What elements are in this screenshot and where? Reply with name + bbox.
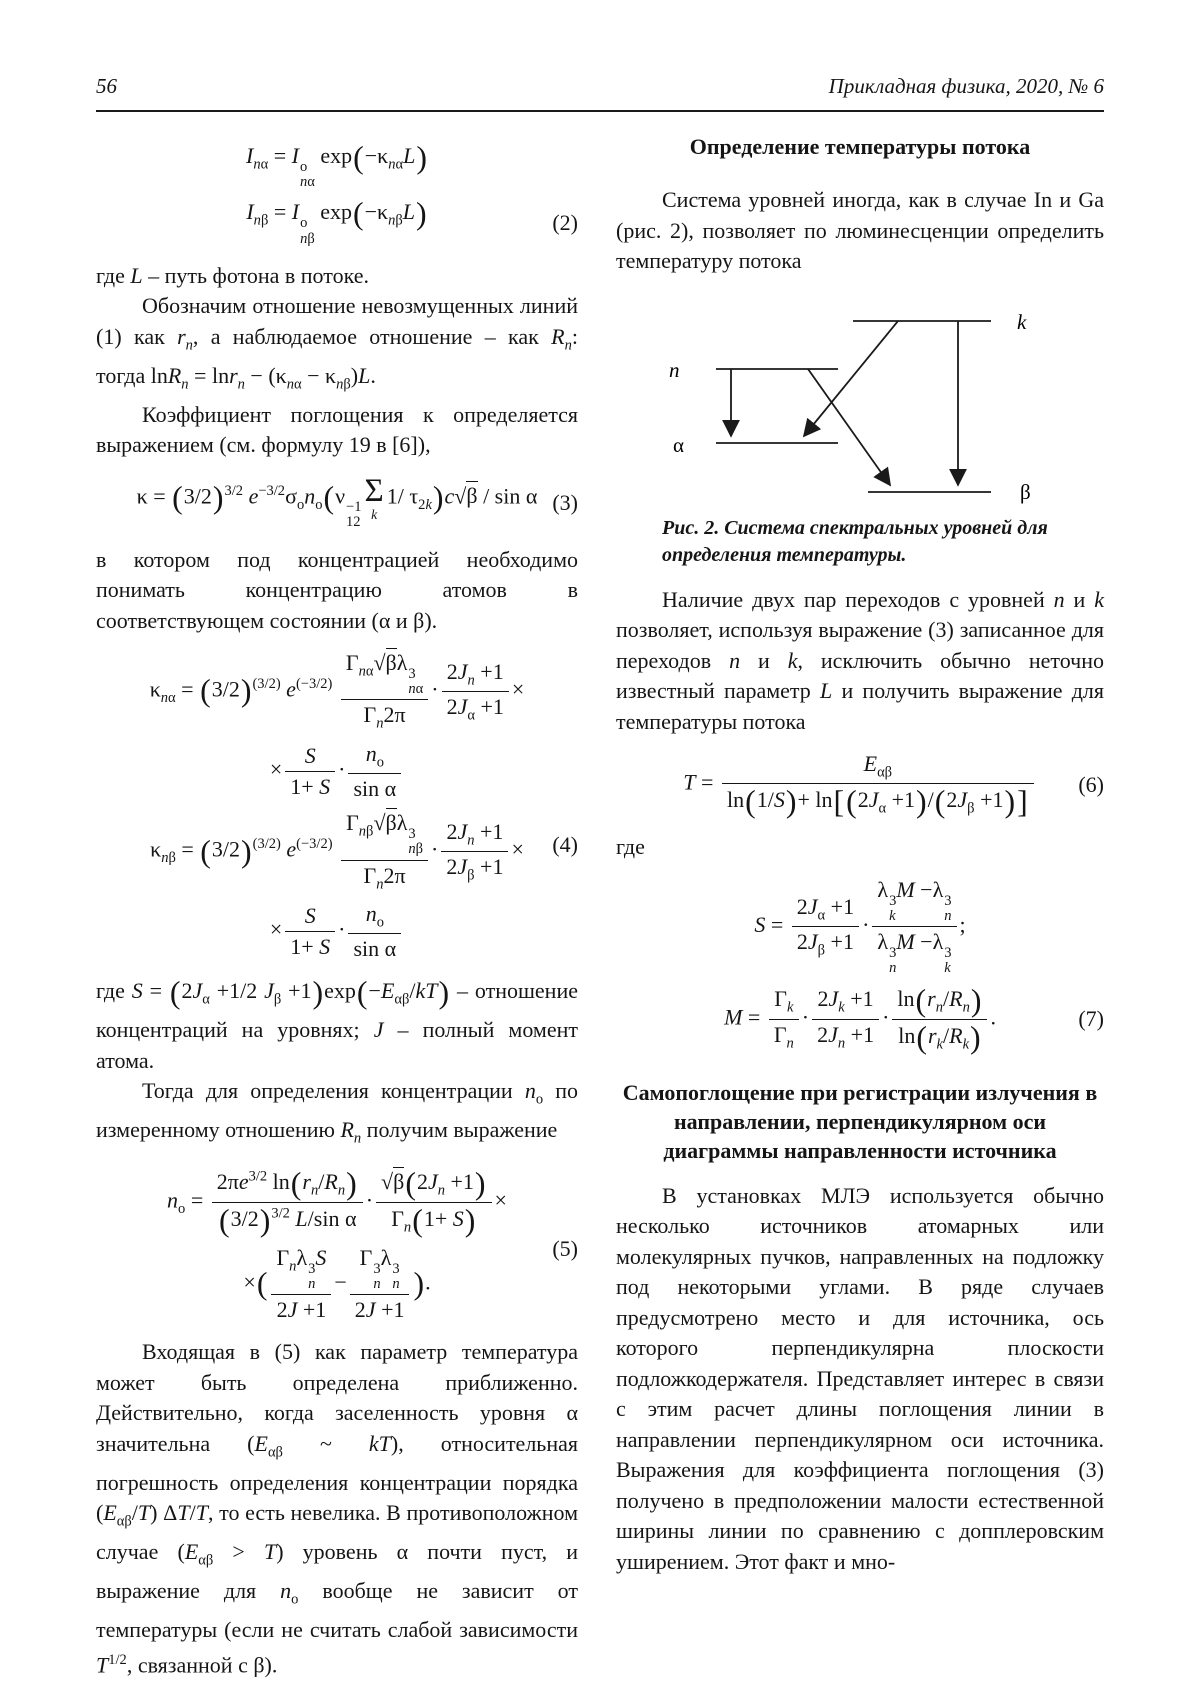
level-label-k: k [1017,309,1027,334]
paragraph-where-S: где $S = (2J_\alpha +1/2$ $J_\beta +1)\exp(-E_{\alpha\beta}/kT)$ – отношение концентраций на уровнях; J – полный момент атома. [96,975,578,1073]
paragraph-concentration-meaning: в котором под концентрацией необходимо понимать концентрацию атомов в соответствующем состоянии (α и β). [96,546,578,633]
equation-7 [616,873,1104,1058]
equation-2-line-2 [96,194,578,250]
equation-6-math: T = $E_{\alpha\beta}$ $\ln(1/S)+ \ln[(2J_\alpha +1)/(2J_\beta +1)]$ [683,751,1036,818]
journal-title: Прикладная физика, 2020, № 6 [828,74,1104,98]
paragraph-where-L: где L – путь фотона в потоке. [96,262,369,288]
equation-3 [96,471,578,535]
equation-4-line-3-math: $\kappa_{n\beta} = (3/2)^{(3/2)}$ $e^{(-3/2)}$ $\Gamma_{n\beta}√\beta\lambda$ 3 nβ $\Gamma_n2\pi$ · $\frac{2J_n +1}{2J_\beta +1}$ × [150,810,524,893]
equation-4-line-4-math: × $\frac{S}{1+ S}$ · $\frac{n_o}{\text{sin α}}$ [270,901,404,962]
paragraph-mbe-sources: В установках МЛЭ используется обычно несколько источников атомарных или молекулярных пучков, направленных на подложку под некоторыми углами. В ряде случаев предусмотрено место и для источника, ось которого перпендикулярна плоскости подложкодержателя. Представляет интерес в связи с этим расчет длины поглощения линии в направлении перпендикулярном оси источника. Выражения для коэффициента поглощения (3) получено в предположении малости естественной ширины линии по сравнению с допплеровским уширением. Этот факт и мно- [616,1182,1104,1574]
equation-3-math: $\kappa = (3/2)^{3/2}$ $e^{-3/2}\sigma_on_o(\nu$ −1 12 Σ k 1/ $\tau_{2k})c√\beta$ / sin α [136,472,538,531]
level-label-n: n [669,357,680,382]
paragraph-absorption-coefficient: Коэффициент поглощения к определяется выражением (см. формулу 19 в [6]), [96,401,578,458]
equation-2-line-1-math: $I_{n\alpha} = I$ o nα $\exp(-\kappa_{n\alpha}L)$ [246,140,427,191]
paragraph-denote-ratio: Обозначим отношение невозмущенных линий (1) как $r_n$, а наблюдаемое отношение – как $R_n$: тогда $\ln R_n = \ln r_n - (\kappa_{n\alpha} - \kappa_{n\beta})L$. [96,293,578,393]
paragraph-level-system: Система уровней иногда, как в случае In и Ga (рис. 2), позволяет по люминесценции определить температуру потока [616,187,1104,273]
paragraph-then-concentration: Тогда для определения концентрации $n_o$ по измеренному отношению $R_n$ получим выражение [96,1078,579,1147]
equation-2-line-1 [96,138,578,194]
two-column-layout [96,128,1104,1681]
equation-7-number: (7) [1078,1006,1105,1032]
page [96,74,1104,1681]
equation-5-number: (5) [552,1235,578,1261]
section-heading-flow-temperature: Определение температуры потока [689,134,1031,159]
transition-arrow-n-beta [808,369,890,485]
paragraph-two-pairs: Наличие двух пар переходов с уровней n и k позволяет, используя выражение (3) записанное для переходов n и k, исключить обычно неточно известный параметр L и получить выражение для температуры потока [616,586,1105,734]
equation-4-number: (4) [552,831,578,857]
paragraph-temperature-parameter: Входящая в (5) как параметр температура может быть определена приближенно. Действительно, когда заселенность уровня α значительна ($E_{\alpha\beta}$ ~ kT), относительная погрешность определения концентрации порядка $(E_{\alpha\beta}/T)$ ΔT/T, то есть невелика. В противоположном случае $(E_{\alpha\beta} > T)$ уровень α почти пуст, и выражение для $n_o$ вообще не зависит от температуры (если не считать слабой зависимости $T^{1/2}$, связанной с β). [96,1339,578,1678]
equation-4-line-1-math: $\kappa_{n\alpha} = (3/2)^{(3/2)}$ $e^{(-3/2)}$ $\Gamma_{n\alpha}√\beta\lambda$ 3 nα $\Gamma_n2\pi$ · $\frac{2J_n +1}{2J_\alpha +1}$ × [149,650,525,732]
equation-5-line-2-math: ×( $\Gamma_n\lambda$ 3 n S 2J +1 − Γ 3 n λ 3 n 2J +1 ). [243,1244,431,1323]
energy-level-diagram [641,285,1111,507]
equation-6-number: (6) [1078,771,1105,797]
equation-6 [616,747,1104,822]
paragraph-gde: где [616,834,645,860]
level-label-beta: β [1020,479,1031,504]
figure-2-caption: Рис. 2. Система спектральных уровней для определения температуры. [662,516,1048,566]
level-label-alpha: α [673,432,685,457]
equation-7-line-2-math: M = $\frac{\Gamma_k}{\Gamma_n}$ · $\frac{2J_k +1}{2J_n +1}$ · $\frac{\ln(r_n/R_n)}{\ln(r_k/R_k)}$ . [724,982,996,1055]
right-column [616,128,1104,1681]
equation-2-line-2-math: $I_{n\beta} = I$ o nβ $\exp(-\kappa_{n\beta}L)$ [246,196,427,247]
transition-arrow-k-alpha [804,321,898,436]
equation-2 [96,138,578,251]
page-number: 56 [96,74,117,98]
equation-4 [96,646,578,966]
equation-3-number: (3) [552,489,578,515]
equation-5-line-1-math: $n_o$ = $\frac{2\pi e^{3/2} \ln(r_n/R_n)}{(3/2)^{3/2} L/\sin \alpha}$ · $\frac{√\beta(2J_n +1)}{\Gamma_n(1+ S)}$ × [167,1166,507,1239]
figure-2 [616,285,1104,569]
section-heading-self-absorption: Самопоглощение при регистрации излучения в направлении, перпендикулярном оси диаграммы направленности источника [622,1079,1098,1163]
equation-5 [96,1164,578,1327]
equation-7-line-1-math: S = $\frac{2J_\alpha +1}{2J_\beta +1}$ · λ 3 k M −λ 3 n λ 3 n M −λ 3 k ; [754,876,966,977]
equation-4-line-2-math: × $\frac{S}{1+ S}$ · $\frac{n_o}{\text{sin α}}$ [270,741,404,802]
equation-2-number: (2) [552,209,578,235]
page-header [96,74,1104,98]
header-divider [96,110,1104,112]
left-column [96,128,578,1681]
